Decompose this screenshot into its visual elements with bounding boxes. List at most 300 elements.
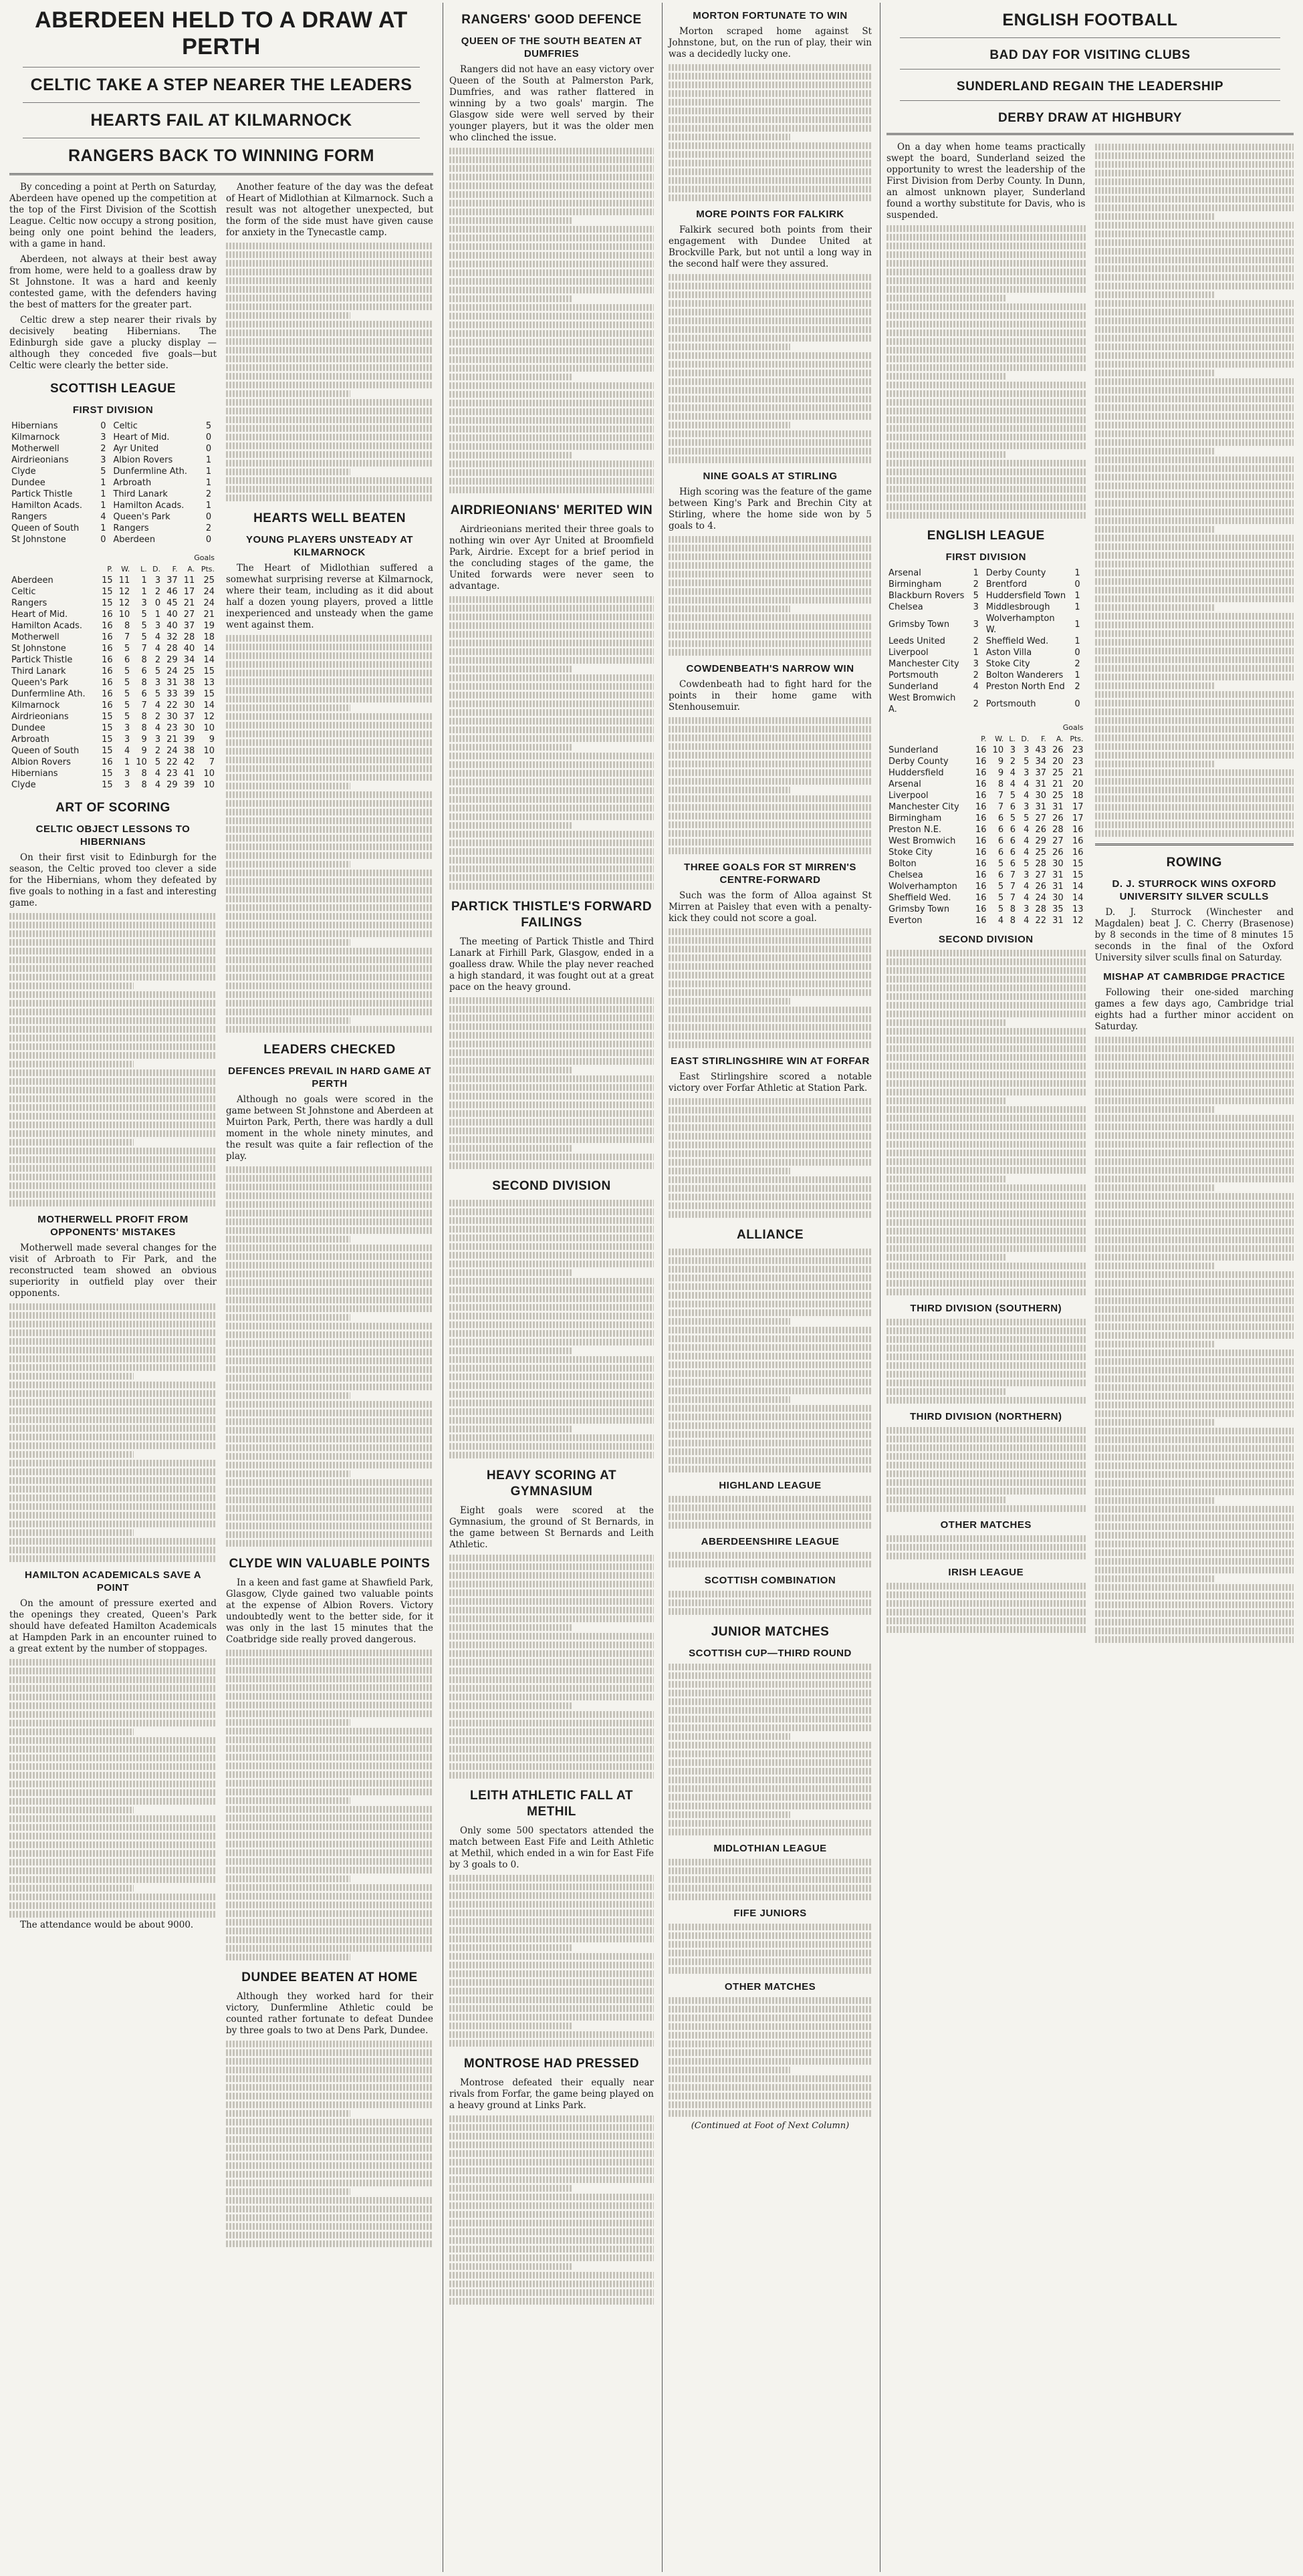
- result-as: 0: [205, 512, 212, 522]
- table-row: [9, 723, 217, 734]
- text-line: [1095, 335, 1294, 342]
- article-text-block: [226, 635, 433, 1033]
- alliance-heading: ALLIANCE: [736, 1228, 804, 1242]
- text-line: [1095, 1619, 1294, 1626]
- third-north-heading: THIRD DIVISION (NORTHERN): [910, 1411, 1062, 1422]
- table-header: Pts.: [201, 565, 215, 573]
- text-line: [886, 434, 1086, 440]
- text-line: [9, 1685, 217, 1692]
- text-line: [449, 365, 654, 372]
- table-cell-l: 3: [141, 598, 147, 608]
- result-as: 0: [205, 444, 212, 454]
- table-cell-pts: 13: [1072, 904, 1084, 914]
- table-cell-a: 34: [183, 655, 195, 665]
- text-line: [669, 1431, 872, 1438]
- text-line: [226, 1392, 350, 1399]
- text-line: [226, 1418, 433, 1425]
- table-row: [886, 881, 1086, 892]
- table-cell-f: 37: [166, 575, 178, 586]
- table-header: L.: [140, 565, 147, 573]
- table-header: D.: [1021, 735, 1030, 743]
- text-line: [226, 983, 433, 989]
- text-line: [9, 1798, 217, 1805]
- text-line: [449, 1217, 654, 1224]
- table-row: [9, 745, 217, 757]
- table-cell-f: 27: [1035, 870, 1047, 880]
- text-line: [669, 946, 872, 952]
- table-cell-team: Wolverhampton: [889, 882, 957, 892]
- table-cell-d: 4: [154, 769, 161, 779]
- text-line: [226, 2084, 433, 2091]
- text-line: [1095, 648, 1294, 654]
- table-cell-p: 16: [975, 757, 987, 767]
- text-line: [886, 460, 1086, 467]
- text-line: [9, 1303, 217, 1310]
- text-line: [669, 1098, 872, 1105]
- text-line: [9, 1139, 134, 1146]
- east-stirling-paragraph: East Stirlingshire scored a notable victory over Forfar Athletic at Station Park.: [669, 1071, 872, 1093]
- text-line: [886, 1193, 1086, 1200]
- text-line: [226, 2240, 433, 2247]
- text-line: [1095, 1089, 1294, 1096]
- text-line: [886, 356, 1086, 362]
- text-line: [669, 830, 872, 837]
- text-line: [226, 956, 433, 963]
- text-line: [886, 1280, 1086, 1287]
- text-line: [886, 1544, 1086, 1551]
- text-line: [886, 1028, 1086, 1035]
- text-line: [1095, 700, 1294, 706]
- table-cell-p: 15: [102, 769, 113, 779]
- text-line: [669, 623, 872, 630]
- text-line: [226, 1436, 433, 1442]
- table-cell-d: 3: [1024, 802, 1030, 812]
- text-line: [1095, 1184, 1215, 1191]
- text-line: [1095, 1506, 1294, 1513]
- table-cell-p: 16: [975, 779, 987, 789]
- table-row: [886, 767, 1086, 779]
- result-as: 0: [1074, 698, 1080, 709]
- table-row: [886, 745, 1086, 756]
- result-as: 0: [205, 432, 212, 442]
- table-row: [9, 779, 217, 791]
- text-line: [1095, 1636, 1294, 1643]
- text-line: [226, 1719, 350, 1726]
- table-cell-l: 6: [141, 666, 147, 676]
- result-row: [9, 523, 217, 534]
- text-line: [226, 1253, 433, 1260]
- text-line: [449, 1058, 654, 1065]
- text-line: [226, 2101, 433, 2108]
- text-line: [669, 448, 872, 455]
- table-cell-pts: 14: [1072, 882, 1084, 892]
- result-away: Brentford: [985, 579, 1027, 590]
- text-line: [886, 1176, 1006, 1182]
- result-home: Motherwell: [11, 444, 60, 454]
- text-line: [449, 840, 654, 846]
- text-line: [226, 286, 433, 293]
- text-line: [226, 835, 433, 842]
- table-cell-a: 39: [183, 689, 195, 699]
- text-line: [449, 1417, 654, 1424]
- text-line: [886, 408, 1086, 414]
- text-line: [1095, 152, 1294, 159]
- text-line: [449, 269, 654, 276]
- table-cell-p: 16: [975, 836, 987, 846]
- text-line: [886, 1158, 1086, 1165]
- text-line: [1095, 491, 1294, 498]
- table-cell-f: 27: [1035, 813, 1047, 823]
- text-line: [226, 1375, 433, 1382]
- text-line: [449, 1304, 654, 1311]
- table-cell-w: 6: [997, 870, 1004, 880]
- text-line: [669, 1194, 872, 1200]
- first-division-table: [9, 552, 217, 791]
- text-line: [449, 1563, 654, 1570]
- text-line: [449, 2194, 654, 2200]
- text-line: [1095, 1358, 1294, 1365]
- text-line: [9, 1460, 217, 1466]
- text-line: [449, 295, 572, 302]
- text-line: [9, 1122, 217, 1128]
- text-line: [886, 993, 1086, 1000]
- text-line: [226, 486, 433, 493]
- result-as: 1: [205, 467, 212, 477]
- result-row: [9, 432, 217, 443]
- text-line: [669, 1370, 872, 1377]
- text-line: [886, 1141, 1086, 1148]
- table-cell-w: 6: [997, 836, 1004, 846]
- text-line: [226, 399, 433, 406]
- article-text-block: [669, 928, 872, 1048]
- text-line: [9, 1000, 217, 1007]
- table-cell-l: 6: [1010, 848, 1016, 858]
- table-cell-team: Hamilton Acads.: [11, 621, 82, 631]
- text-line: [449, 1668, 654, 1674]
- table-cell-d: 3: [154, 621, 161, 631]
- text-line: [449, 226, 654, 233]
- article-text-block: [9, 913, 217, 1206]
- table-cell-l: 4: [1010, 779, 1016, 789]
- text-line: [9, 1495, 217, 1501]
- hearts-paragraph: The Heart of Midlothian suffered a somewhat surprising reverse at Kilmarnock, where their team, including as it did about half a dozen young players, proved a little inexperienced and unsteady when the game went against them.: [226, 563, 433, 630]
- table-cell-l: 6: [1010, 825, 1016, 835]
- table-cell-f: 23: [166, 769, 178, 779]
- text-line: [226, 1366, 433, 1373]
- text-line: [1095, 830, 1294, 837]
- result-as: 1: [1074, 670, 1080, 680]
- text-line: [1095, 1315, 1294, 1321]
- third-north-results: [886, 1427, 1086, 1512]
- table-cell-l: 1: [141, 587, 147, 597]
- leaders-heading: LEADERS CHECKED: [263, 1043, 396, 1057]
- text-line: [226, 774, 433, 781]
- text-line: [669, 1672, 872, 1679]
- text-line: [449, 252, 654, 259]
- text-line: [886, 1497, 1006, 1503]
- text-line: [886, 1202, 1086, 1208]
- heavy-scoring-heading: HEAVY SCORING AT GYMNASIUM: [486, 1468, 617, 1499]
- text-line: [669, 1150, 872, 1157]
- text-line: [886, 1397, 1086, 1404]
- table-cell-team: Rangers: [11, 598, 47, 608]
- result-hs: 1: [973, 568, 979, 578]
- result-away: Arbroath: [113, 478, 152, 488]
- art-of-scoring-heading: ART OF SCORING: [55, 801, 170, 815]
- text-line: [226, 948, 433, 954]
- text-line: [9, 1468, 217, 1475]
- text-line: [449, 1093, 654, 1100]
- text-line: [1095, 144, 1294, 150]
- table-cell-pts: 15: [203, 689, 215, 699]
- text-line: [886, 512, 1086, 519]
- text-line: [226, 800, 433, 807]
- text-line: [669, 981, 872, 987]
- text-line: [226, 1763, 433, 1769]
- text-line: [9, 1104, 217, 1111]
- text-line: [449, 1997, 654, 2003]
- table-cell-w: 5: [124, 689, 130, 699]
- text-line: [669, 839, 872, 846]
- table-cell-w: 5: [997, 882, 1004, 892]
- text-line: [226, 913, 433, 920]
- text-line: [1095, 1402, 1294, 1408]
- text-line: [226, 1505, 433, 1512]
- eng-second-division-heading: SECOND DIVISION: [938, 934, 1034, 945]
- text-line: [9, 1772, 217, 1779]
- table-cell-a: 26: [1052, 813, 1064, 823]
- text-line: [449, 1032, 654, 1039]
- text-line: [226, 809, 433, 815]
- table-cell-pts: 24: [203, 598, 215, 608]
- text-line: [1095, 543, 1294, 550]
- text-line: [669, 778, 872, 785]
- text-line: [9, 1434, 217, 1440]
- text-line: [9, 1555, 217, 1562]
- table-cell-team: Everton: [889, 916, 923, 926]
- text-line: [1095, 1541, 1294, 1547]
- text-line: [886, 269, 1086, 275]
- table-cell-l: 1: [141, 575, 147, 586]
- subheadline-hearts: HEARTS FAIL AT KILMARNOCK: [90, 111, 352, 130]
- table-cell-p: 16: [975, 848, 987, 858]
- text-line: [1095, 1601, 1294, 1608]
- table-cell-l: 8: [141, 712, 147, 722]
- airdrie-heading: AIRDRIEONIANS' MERITED WIN: [450, 503, 653, 517]
- midlothian-heading: MIDLOTHIAN LEAGUE: [713, 1843, 827, 1854]
- clyde-paragraph: In a keen and fast game at Shawfield Park, Glasgow, Clyde gained two valuable points at the expense of Albion Rovers. Victory undoubtedly went to the better side, for it was only in the last 15 minutes that the Coatbridge side really proved dangerous.: [226, 1577, 433, 1645]
- text-line: [1095, 483, 1294, 489]
- highland-results: [669, 1496, 872, 1529]
- dundee-heading: DUNDEE BEATEN AT HOME: [241, 1970, 418, 1984]
- text-line: [226, 1728, 433, 1734]
- english-article-right: [1095, 142, 1294, 1645]
- article-text-block: [449, 997, 654, 1169]
- table-cell-w: 12: [118, 587, 130, 597]
- text-line: [1095, 1176, 1294, 1182]
- result-away: Aston Villa: [985, 648, 1032, 658]
- cowdenbeath-paragraph: Cowdenbeath had to fight hard for the points in their home game with Stenhousemuir.: [669, 679, 872, 713]
- table-cell-team: Grimsby Town: [889, 904, 950, 914]
- text-line: [226, 1017, 350, 1024]
- table-cell-p: 15: [102, 723, 113, 733]
- table-row: [886, 904, 1086, 915]
- text-line: [449, 2133, 654, 2140]
- table-cell-pts: 21: [1072, 768, 1084, 778]
- text-line: [449, 330, 654, 337]
- text-line: [226, 1479, 433, 1486]
- table-cell-d: 5: [154, 666, 161, 676]
- result-as: 2: [205, 489, 212, 499]
- text-line: [1095, 1376, 1294, 1382]
- text-line: [1095, 656, 1294, 663]
- text-line: [449, 1136, 654, 1143]
- text-line: [226, 739, 433, 746]
- text-line: [226, 2110, 350, 2117]
- text-line: [669, 545, 872, 551]
- text-line: [449, 1243, 654, 1250]
- goals-label: Goals: [194, 553, 215, 562]
- text-line: [9, 1191, 217, 1198]
- text-line: [449, 1067, 572, 1073]
- text-line: [886, 1600, 1086, 1607]
- result-row: [886, 692, 1086, 715]
- leaders-subheading: DEFENCES PREVAIL IN HARD GAME AT PERTH: [228, 1065, 431, 1089]
- text-line: [669, 1133, 872, 1140]
- table-cell-f: 26: [1035, 825, 1047, 835]
- table-cell-d: 0: [154, 598, 161, 608]
- text-line: [886, 399, 1086, 406]
- table-cell-w: 7: [997, 802, 1004, 812]
- text-line: [9, 1850, 217, 1857]
- table-cell-a: 27: [1052, 836, 1064, 846]
- eng-other-matches-heading: OTHER MATCHES: [940, 1519, 1032, 1531]
- text-line: [669, 614, 872, 621]
- text-line: [449, 2211, 654, 2218]
- text-line: [669, 1894, 872, 1900]
- text-line: [449, 1884, 654, 1890]
- table-cell-w: 4: [997, 916, 1004, 926]
- text-line: [226, 1470, 350, 1477]
- table-cell-l: 8: [141, 678, 147, 688]
- text-line: [669, 413, 872, 420]
- hearts-heading: HEARTS WELL BEATEN: [253, 511, 406, 525]
- fife-heading: FIFE JUNIORS: [733, 1908, 807, 1919]
- text-line: [1095, 1071, 1294, 1078]
- text-line: [449, 235, 654, 241]
- text-line: [226, 364, 433, 371]
- text-line: [226, 748, 433, 755]
- table-cell-w: 5: [124, 712, 130, 722]
- text-line: [1095, 1245, 1294, 1252]
- text-line: [886, 985, 1086, 991]
- goals-label: Goals: [1062, 723, 1084, 732]
- text-line: [1095, 1567, 1294, 1573]
- text-line: [226, 477, 433, 484]
- text-line: [1095, 1428, 1294, 1434]
- table-cell-pts: 21: [203, 610, 215, 620]
- text-line: [669, 1176, 872, 1183]
- text-line: [449, 1918, 654, 1925]
- text-line: [9, 1356, 217, 1362]
- table-cell-p: 16: [102, 632, 113, 642]
- text-line: [449, 191, 654, 198]
- table-cell-w: 11: [118, 575, 130, 586]
- text-line: [886, 1184, 1086, 1191]
- table-cell-w: 8: [124, 621, 130, 631]
- table-cell-f: 37: [1035, 768, 1047, 778]
- text-line: [669, 82, 872, 88]
- text-line: [1095, 552, 1294, 559]
- text-line: [449, 1154, 654, 1160]
- table-cell-team: Aberdeen: [11, 575, 53, 586]
- text-line: [1095, 170, 1294, 176]
- table-cell-f: 45: [166, 598, 178, 608]
- text-line: [9, 1538, 217, 1545]
- text-line: [449, 2124, 654, 2131]
- text-line: [9, 930, 217, 937]
- text-line: [1095, 1141, 1294, 1148]
- result-row: [9, 511, 217, 523]
- table-row: [9, 711, 217, 723]
- text-line: [226, 635, 433, 642]
- result-row: [9, 455, 217, 466]
- hamilton-heading: HAMILTON ACADEMICALS SAVE A POINT: [24, 1569, 202, 1593]
- junior-heading: JUNIOR MATCHES: [711, 1625, 830, 1639]
- table-cell-a: 11: [183, 575, 195, 586]
- text-line: [669, 1202, 872, 1209]
- text-line: [449, 1944, 572, 1951]
- table-cell-a: 31: [1052, 882, 1064, 892]
- table-header: A.: [1056, 735, 1064, 743]
- text-line: [886, 1245, 1086, 1252]
- table-cell-a: 30: [183, 723, 195, 733]
- text-line: [9, 1425, 217, 1432]
- text-line: [449, 1006, 654, 1013]
- other-matches-heading: OTHER MATCHES: [724, 1981, 816, 1992]
- leaders-paragraph: Although no goals were scored in the game between St Johnstone and Aberdeen at Muirton Park, Perth, there was hardly a dull moment in the whole ninety minutes, and the result was quite a fair reflection of the play.: [226, 1094, 433, 1162]
- text-line: [1095, 1063, 1294, 1069]
- text-line: [669, 588, 872, 595]
- text-line: [669, 422, 790, 428]
- text-line: [669, 396, 872, 402]
- text-line: [886, 1045, 1086, 1052]
- text-line: [669, 1599, 872, 1606]
- text-line: [886, 425, 1086, 432]
- table-cell-team: Stoke City: [889, 848, 933, 858]
- text-line: [886, 390, 1086, 397]
- text-line: [226, 1000, 433, 1007]
- table-cell-d: 2: [154, 655, 161, 665]
- text-line: [226, 1815, 433, 1821]
- text-line: [449, 1075, 654, 1082]
- clyde-heading: CLYDE WIN VALUABLE POINTS: [229, 1557, 431, 1571]
- text-line: [669, 989, 872, 996]
- text-line: [449, 217, 572, 224]
- table-cell-pts: 10: [203, 746, 215, 756]
- table-cell-p: 15: [102, 746, 113, 756]
- text-line: [226, 1514, 433, 1521]
- text-line: [449, 1685, 654, 1692]
- text-line: [449, 2159, 654, 2166]
- table-cell-l: 5: [141, 632, 147, 642]
- table-cell-d: 2: [154, 746, 161, 756]
- text-line: [1095, 404, 1294, 411]
- text-line: [449, 2150, 654, 2157]
- text-line: [226, 1305, 433, 1312]
- text-line: [226, 1227, 433, 1234]
- text-line: [9, 1096, 217, 1102]
